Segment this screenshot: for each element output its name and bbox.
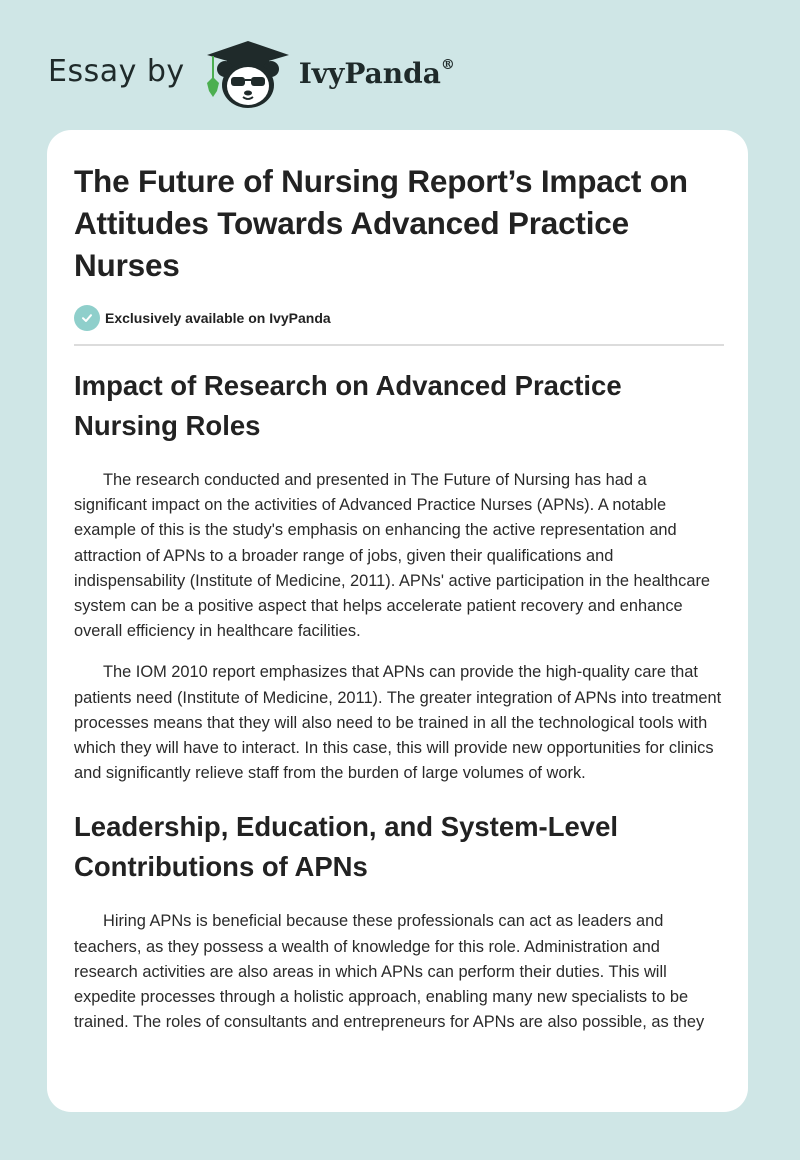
- section-heading: Impact of Research on Advanced Practice Nursing Roles: [74, 370, 622, 441]
- paragraph: The IOM 2010 report emphasizes that APNs can provide the high-quality care that patients need (Institute of Medicine, 2011). The greater integration of APNs into treatment processes means that they will also need to be trained in all the technological tools with which they will have to interact. In this case, this will provide new opportunities for clinics and significantly relieve staff from the burden of large volumes of work.: [74, 663, 722, 783]
- panda-graduate-logo-icon[interactable]: [203, 39, 293, 111]
- page-title: The Future of Nursing Report’s Impact on Attitudes Towards Advanced Practice Nurses: [74, 163, 688, 283]
- paragraph: The research conducted and presented in The Future of Nursing has had a significant impact on the activities of Advanced Practice Nurses (APNs). A notable example of this is the study's emphasis on enhancing the active representation and attraction of APNs to a broader range of jobs, given their qualifications and indispensability (Institute of Medicine, 2011). APNs' active participation in the healthcare system can be a positive aspect that helps accelerate patient recovery and enhance overall efficiency in healthcare facilities.: [74, 471, 711, 641]
- essay-by-label: Essay by: [48, 53, 185, 89]
- paragraph: Hiring APNs is beneficial because these professionals can act as leaders and teachers, as they possess a wealth of knowledge for this role. Administration and research activities are also areas in which APNs can perform their duties. This will expedite processes through a holistic approach, enabling many new specialists to be trained. The roles of consultants and entrepreneurs for APNs are also possible, as they: [74, 912, 705, 1032]
- article-content: [74, 160, 724, 1035]
- exclusive-badge: [74, 304, 724, 332]
- check-circle-icon: [74, 305, 100, 331]
- site-header: [48, 40, 455, 110]
- divider: [74, 344, 724, 346]
- exclusive-badge-label: Exclusively available on IvyPanda: [105, 310, 331, 326]
- brand-name[interactable]: IvyPanda®: [298, 56, 455, 90]
- section-heading: Leadership, Education, and System-Level Contributions of APNs: [74, 811, 619, 883]
- registered-mark: ®: [440, 56, 455, 73]
- essay-card: [47, 130, 748, 1112]
